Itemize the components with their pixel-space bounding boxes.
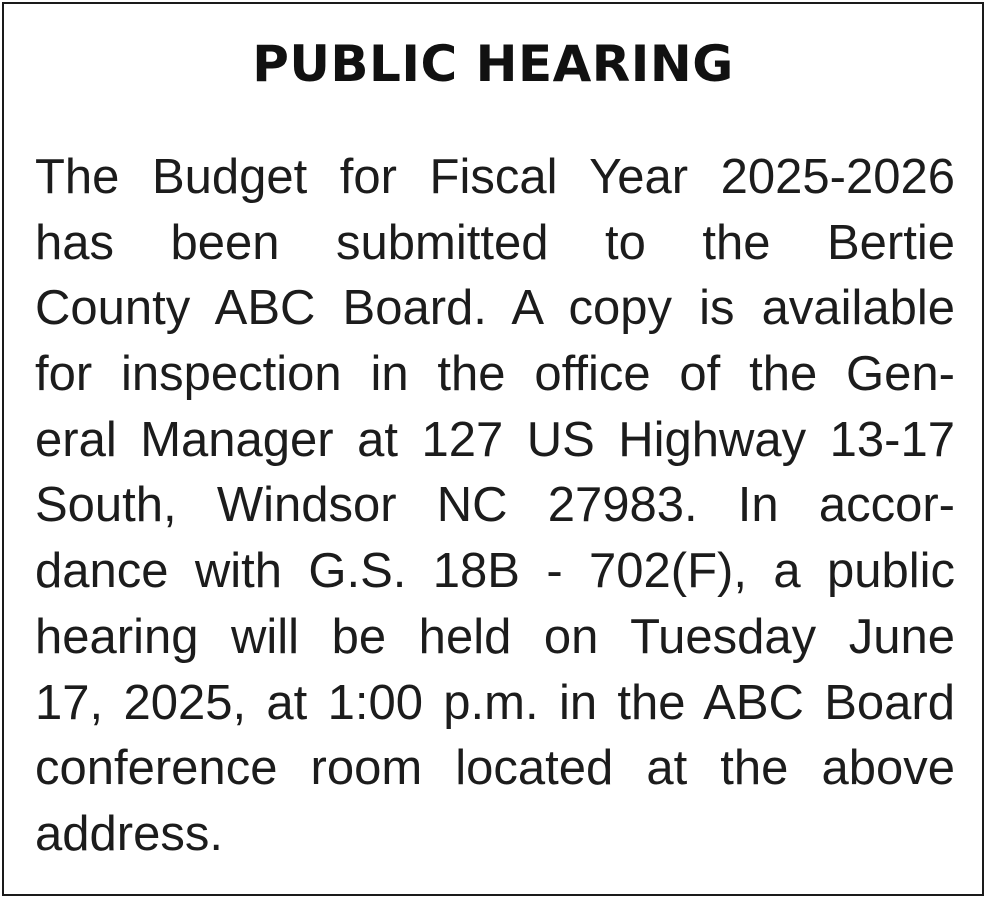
notice-body [35,145,955,868]
notice-body-line: for inspection in the office of the Gen- [35,347,955,402]
notice-title: PUBLIC HEARING [252,35,734,93]
notice-body-line: County ABC Board. A copy is available [35,281,955,336]
public-notice-box [2,2,984,896]
notice-body-line: address. [35,806,223,861]
notice-body-line: South, Windsor NC 27983. In accor- [35,478,955,533]
notice-body-line: conference room located at the above [35,741,955,796]
notice-body-line: The Budget for Fiscal Year 2025-2026 [35,150,955,204]
notice-body-line: dance with G.S. 18B - 702(F), a public [35,544,955,599]
notice-body-line: hearing will be held on Tuesday June [35,609,955,664]
notice-body-line: has been submitted to the Bertie [35,215,955,270]
notice-body-line: 17, 2025, at 1:00 p.m. in the ABC Board [35,675,955,730]
notice-body-line: eral Manager at 127 US Highway 13-17 [35,412,955,467]
